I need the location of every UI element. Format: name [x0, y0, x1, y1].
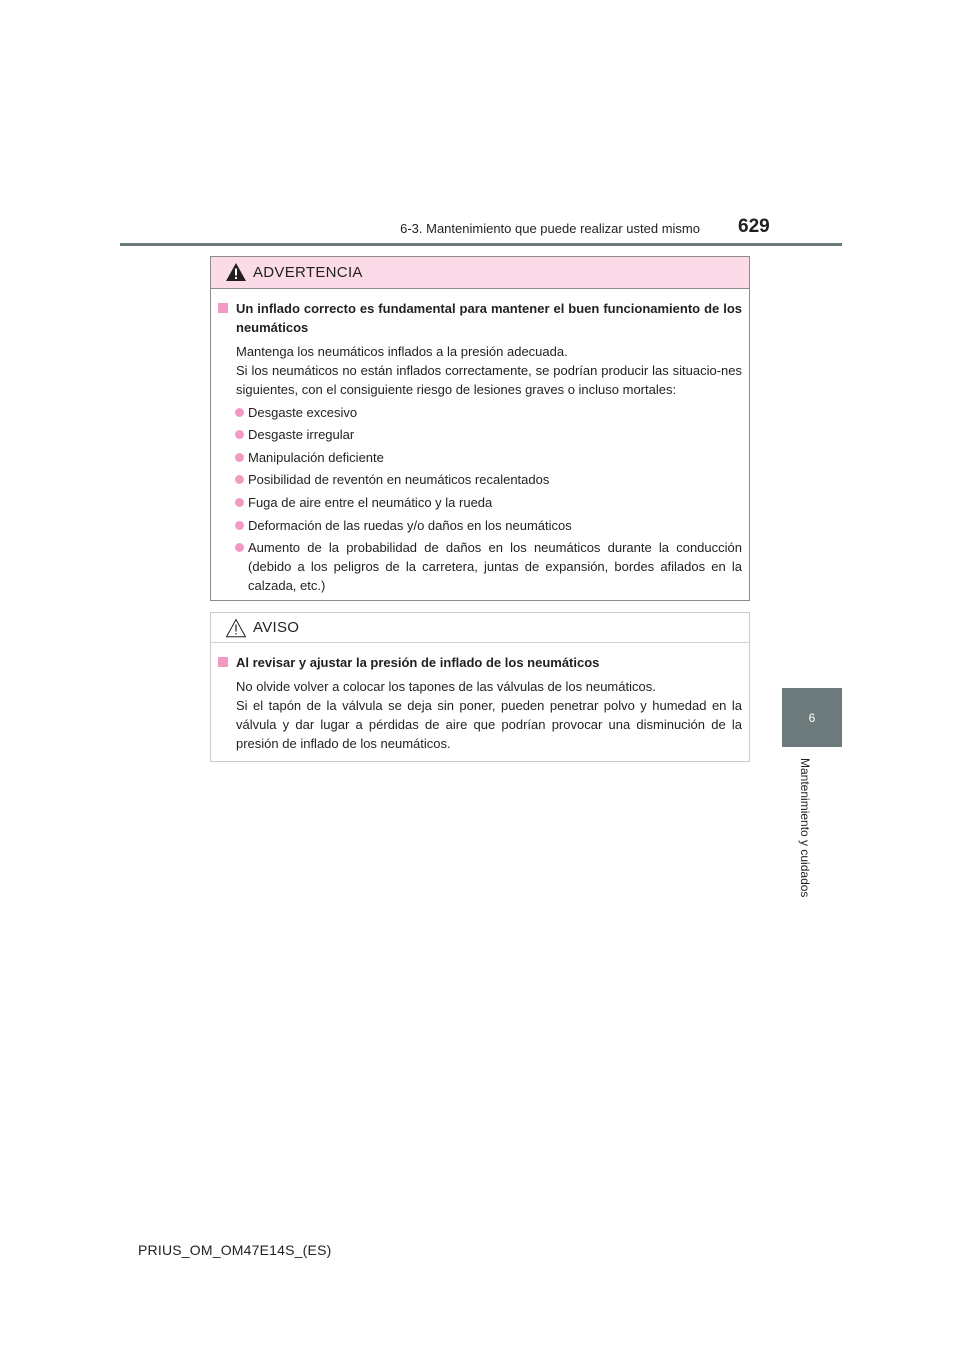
warning-box [210, 256, 750, 601]
page-number: 629 [738, 216, 770, 237]
notice-heading [218, 653, 742, 672]
list-item-text: Desgaste excesivo [248, 404, 358, 420]
pink-dot-bullet-icon [235, 408, 244, 417]
warning-heading-text: Un inflado correcto es fundamental para mantener el buen funcionamiento de los neumáticos [236, 301, 742, 335]
warning-intro: Mantenga los neumáticos inflados a la presión adecuada. [236, 344, 568, 359]
caution-triangle-outline-icon [225, 618, 247, 638]
list-item-text: Posibilidad de reventón en neumáticos recalentados [248, 472, 550, 488]
list-item-text: Desgaste irregular [248, 427, 355, 443]
list-item-text: Aumento de la probabilidad de daños en los neumáticos durante la conducción (debido a los peligros de la carretera, juntas de expansión, bordes afilados en la calzada, etc.) [248, 540, 742, 594]
list-item-text: Deformación de las ruedas y/o daños en los neumáticos [248, 517, 572, 533]
list-item [218, 516, 742, 535]
warning-box-body [211, 289, 749, 595]
notice-text-2: Si el tapón de la válvula se deja sin poner, pueden penetrar polvo y humedad en la válvula y dar lugar a pérdidas de aire que podrían provocar una disminución de la presión de inflado de los neumáticos. [236, 698, 742, 751]
list-item [218, 470, 742, 489]
warning-box-title: ADVERTENCIA [253, 264, 363, 281]
notice-box-body [211, 643, 749, 753]
list-item-text: Manipulación deficiente [248, 449, 384, 465]
notice-text-1: No olvide volver a colocar los tapones de las válvulas de los neumáticos. [236, 679, 656, 694]
notice-box-title: AVISO [253, 619, 300, 636]
page-header-title: 6-3. Mantenimiento que puede realizar usted mismo [400, 221, 700, 236]
pink-dot-bullet-icon [235, 543, 244, 552]
document-code: PRIUS_OM_OM47E14S_(ES) [138, 1242, 332, 1258]
warning-box-header [211, 257, 749, 289]
list-item [218, 425, 742, 444]
pink-square-bullet-icon [218, 657, 228, 667]
list-item [218, 403, 742, 422]
list-item [218, 493, 742, 512]
notice-heading-text: Al revisar y ajustar la presión de inflado de los neumáticos [236, 655, 600, 670]
chapter-tab [782, 688, 842, 747]
list-item [218, 538, 742, 595]
warning-triangle-icon [225, 262, 247, 282]
pink-dot-bullet-icon [235, 475, 244, 484]
pink-dot-bullet-icon [235, 498, 244, 507]
pink-square-bullet-icon [218, 303, 228, 313]
list-item [218, 448, 742, 467]
pink-dot-bullet-icon [235, 453, 244, 462]
chapter-title-vertical: Mantenimiento y cuidados [798, 758, 812, 898]
header-rule [120, 243, 842, 246]
list-item-text: Fuga de aire entre el neumático y la rueda [248, 494, 493, 510]
pink-dot-bullet-icon [235, 521, 244, 530]
pink-dot-bullet-icon [235, 430, 244, 439]
warning-heading [218, 299, 742, 337]
warning-list [218, 403, 742, 596]
notice-box-header [211, 613, 749, 643]
chapter-number: 6 [808, 710, 816, 725]
notice-box [210, 612, 750, 762]
warning-intro-2: Si los neumáticos no están inflados correctamente, se podrían producir las situacio-nes siguientes, con el consiguiente riesgo de lesiones graves o incluso mortales: [236, 363, 742, 397]
